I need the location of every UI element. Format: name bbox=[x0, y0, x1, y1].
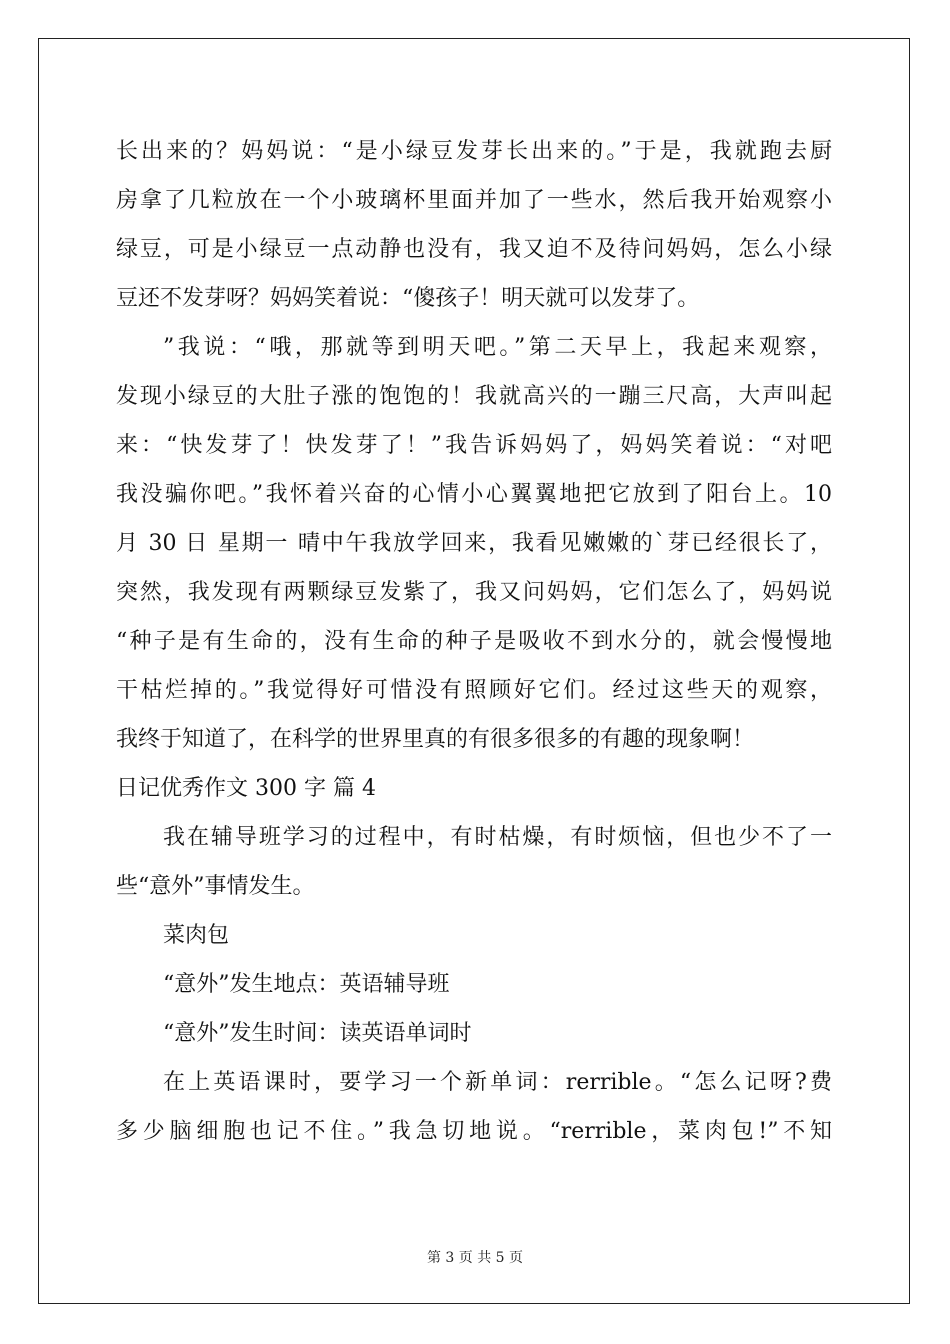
text-line: 我在辅导班学习的过程中，有时枯燥，有时烦恼，但也少不了一 bbox=[163, 825, 832, 850]
text-line: 我没骗你吧。”我怀着兴奋的心情小心翼翼地把它放到了阳台上。10 bbox=[116, 482, 832, 507]
text-line: 菜肉包 bbox=[163, 923, 230, 948]
text-line: 干枯烂掉的。”我觉得好可惜没有照顾好它们。经过这些天的观察， bbox=[116, 678, 832, 703]
text-line: “意外”发生时间：读英语单词时 bbox=[163, 1021, 472, 1046]
page-number-footer: 第 3 页 共 5 页 bbox=[426, 1250, 524, 1266]
text-line: 月 30 日 星期一 晴中午我放学回来，我看见嫩嫩的`芽已经很长了， bbox=[116, 531, 832, 556]
text-line: 在上英语课时，要学习一个新单词：rerrible。“怎么记呀?费 bbox=[163, 1070, 832, 1095]
text-line: “种子是有生命的，没有生命的种子是吸收不到水分的，就会慢慢地 bbox=[116, 629, 832, 654]
text-line: 些“意外”事情发生。 bbox=[116, 874, 315, 899]
text-line: 房拿了几粒放在一个小玻璃杯里面并加了一些水，然后我开始观察小 bbox=[116, 188, 832, 213]
text-line: 发现小绿豆的大肚子涨的饱饱的！我就高兴的一蹦三尺高，大声叫起 bbox=[116, 384, 832, 409]
text-line: “意外”发生地点：英语辅导班 bbox=[163, 972, 450, 997]
section-heading: 日记优秀作文 300 字 篇 4 bbox=[116, 776, 376, 801]
text-line: 我终于知道了，在科学的世界里真的有很多很多的有趣的现象啊！ bbox=[116, 727, 755, 752]
text-line: 豆还不发芽呀？妈妈笑着说：“傻孩子！明天就可以发芽了。 bbox=[116, 286, 700, 311]
text-line: ”我说：“哦，那就等到明天吧。”第二天早上，我起来观察， bbox=[163, 335, 832, 360]
text-line: 绿豆，可是小绿豆一点动静也没有，我又迫不及待问妈妈，怎么小绿 bbox=[116, 237, 832, 262]
text-line: 长出来的？妈妈说：“是小绿豆发芽长出来的。”于是，我就跑去厨 bbox=[116, 139, 832, 164]
text-line: 多少脑细胞也记不住。”我急切地说。“rerrible，菜肉包!”不知 bbox=[116, 1119, 832, 1144]
text-line: 突然，我发现有两颗绿豆发紫了，我又问妈妈，它们怎么了，妈妈说 bbox=[116, 580, 832, 605]
document-body bbox=[116, 127, 832, 1156]
text-line: 来：“快发芽了！快发芽了！”我告诉妈妈了，妈妈笑着说：“对吧 bbox=[116, 433, 832, 458]
